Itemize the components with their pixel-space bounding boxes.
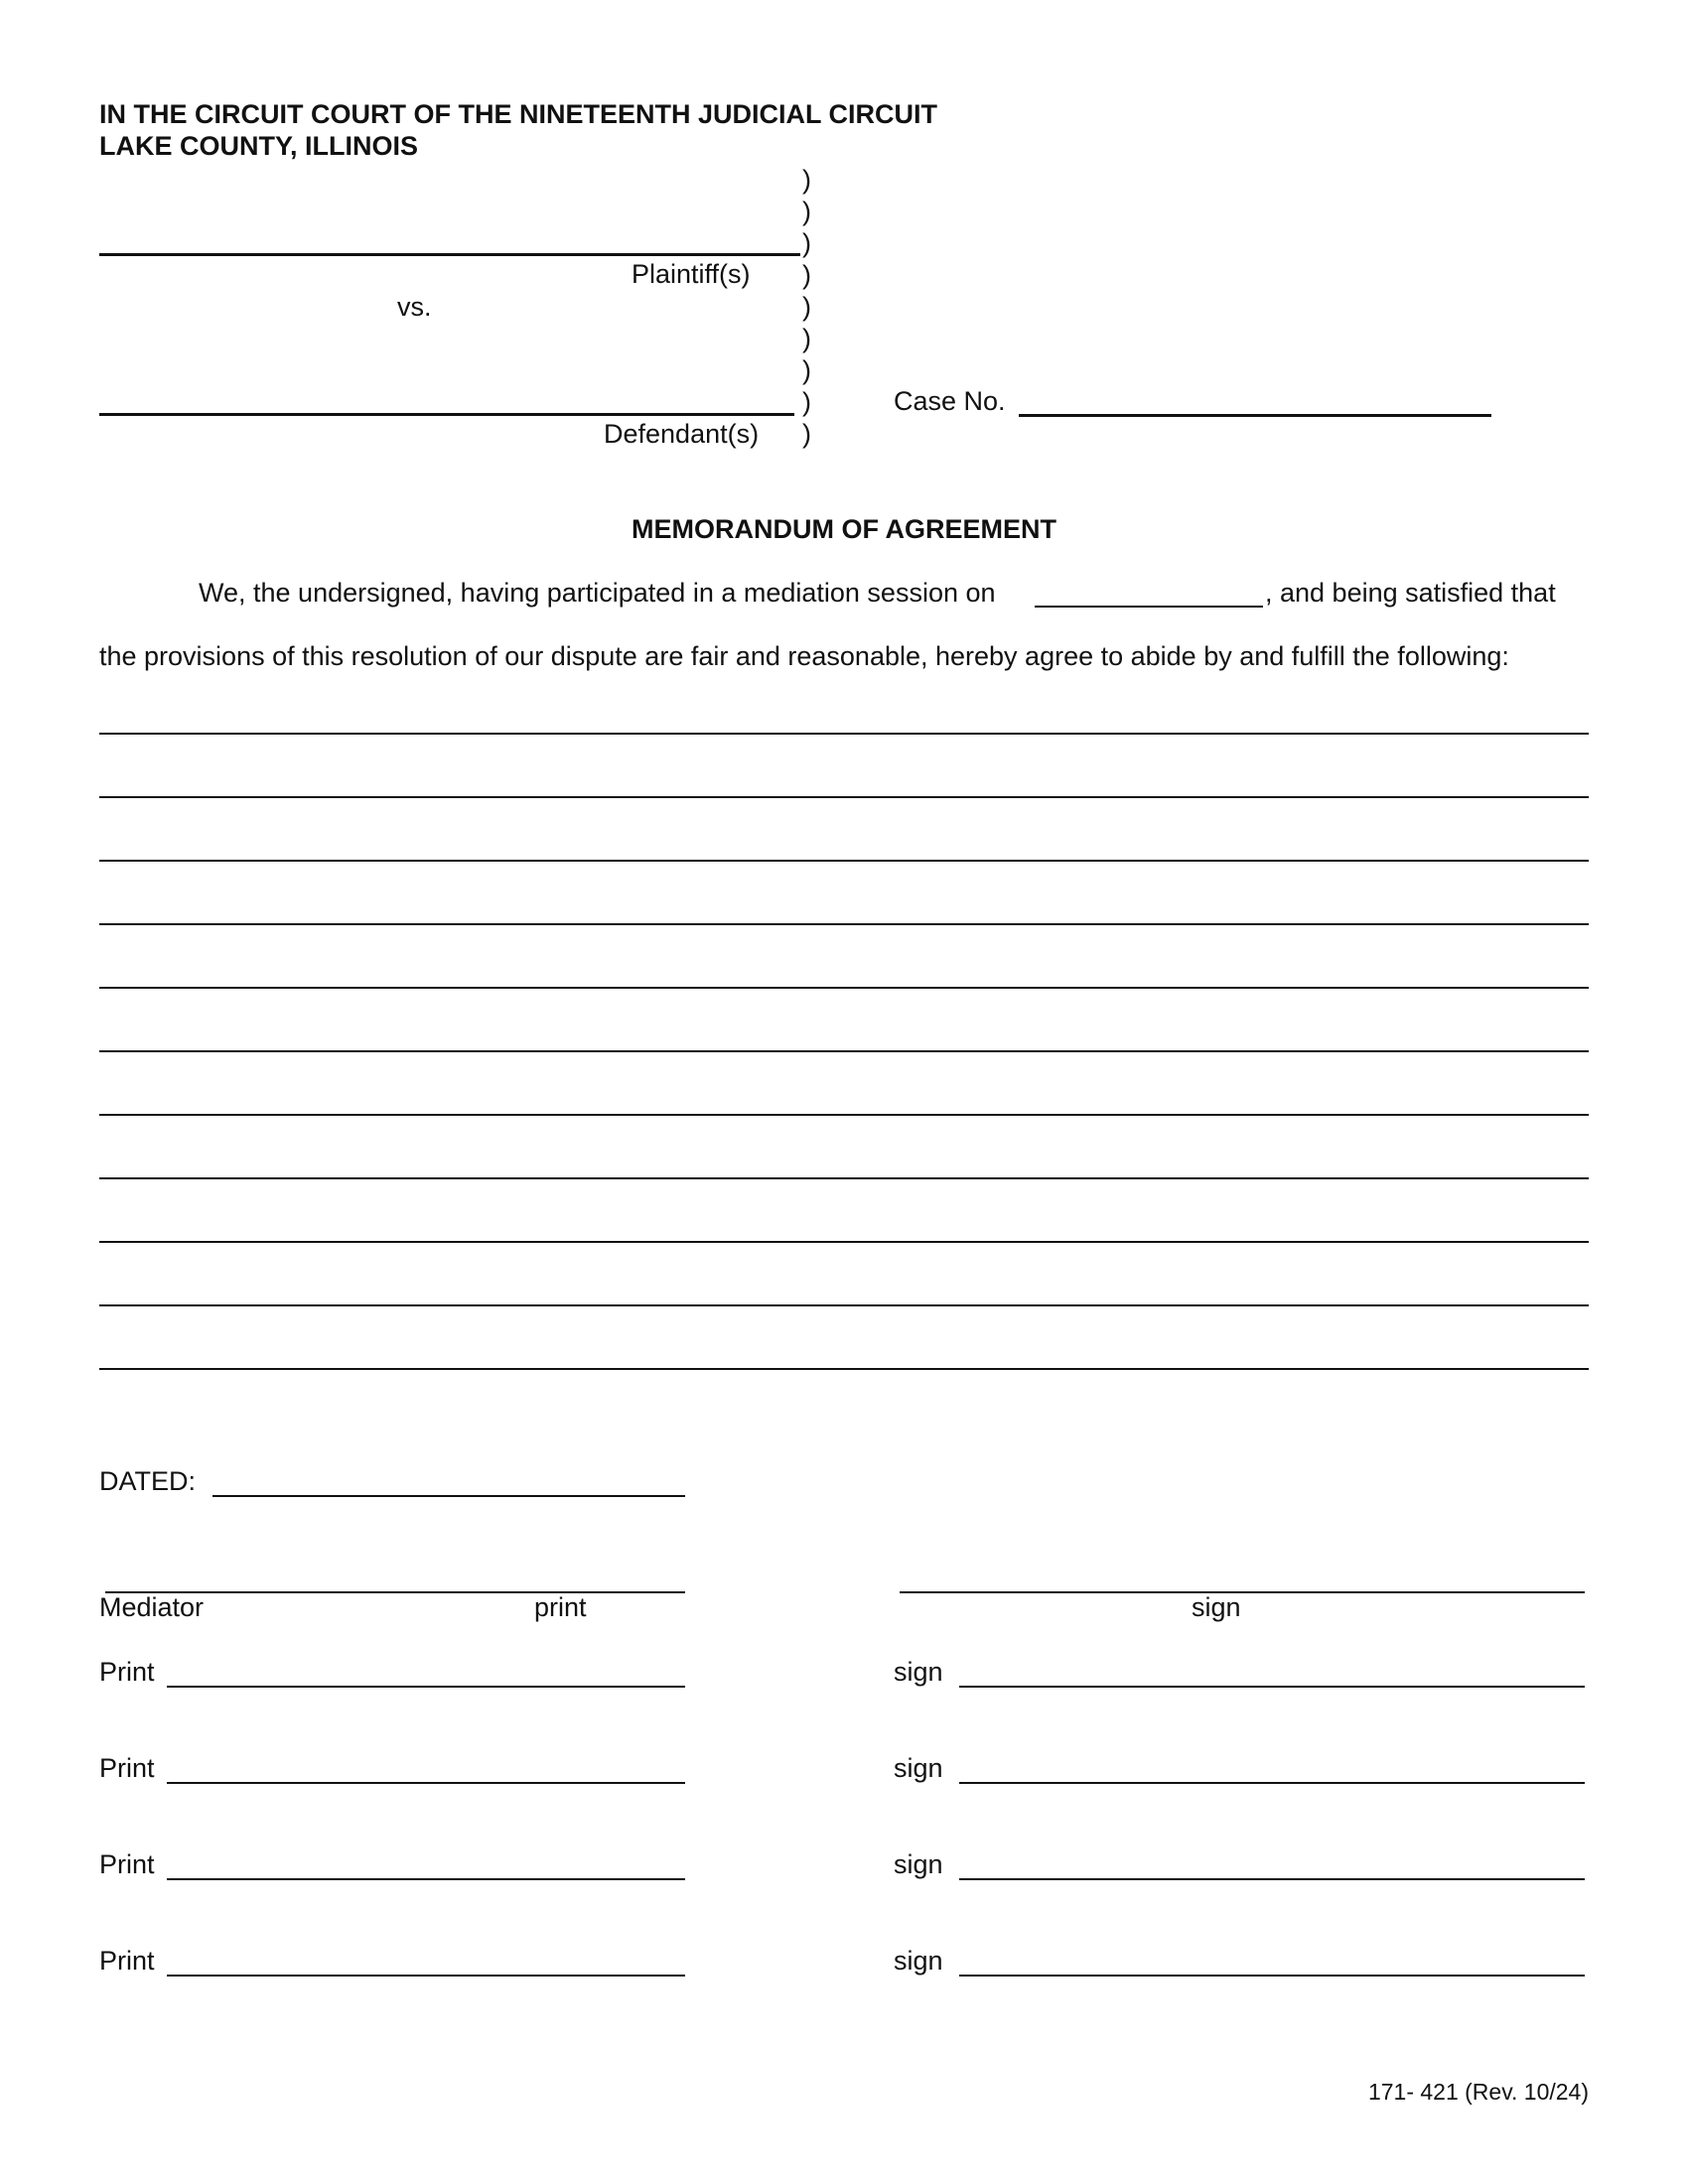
sign-label: sign bbox=[894, 1657, 943, 1687]
signature-field[interactable] bbox=[959, 1654, 1585, 1688]
plaintiff-label: Plaintiff(s) bbox=[632, 259, 751, 289]
vs-label: vs. bbox=[397, 292, 432, 322]
agreement-line[interactable] bbox=[99, 796, 1589, 798]
paren: ) bbox=[802, 324, 811, 353]
case-no-label: Case No. bbox=[894, 386, 1006, 416]
paren: ) bbox=[802, 419, 811, 449]
defendant-label: Defendant(s) bbox=[604, 419, 760, 449]
paren: ) bbox=[802, 260, 811, 290]
mediator-sign-label: sign bbox=[1192, 1592, 1241, 1622]
document-title: MEMORANDUM OF AGREEMENT bbox=[632, 514, 1056, 544]
mediator-label: Mediator bbox=[99, 1592, 205, 1622]
sign-label: sign bbox=[894, 1753, 943, 1783]
print-label: Print bbox=[99, 1946, 155, 1976]
print-name-field[interactable] bbox=[167, 1846, 685, 1880]
agreement-line[interactable] bbox=[99, 860, 1589, 862]
print-label: Print bbox=[99, 1753, 155, 1783]
agreement-line[interactable] bbox=[99, 923, 1589, 925]
sign-label: sign bbox=[894, 1849, 943, 1879]
print-label: Print bbox=[99, 1849, 155, 1879]
mediator-sign-field[interactable] bbox=[900, 1560, 1585, 1593]
body-agreement-text: the provisions of this resolution of our dispute are fair and reasonable, hereby agree to abide by and fulfill the following: bbox=[99, 641, 1509, 671]
paren: ) bbox=[802, 228, 811, 258]
paren: ) bbox=[802, 292, 811, 322]
print-label: Print bbox=[99, 1657, 155, 1687]
county-name: LAKE COUNTY, ILLINOIS bbox=[99, 131, 419, 161]
body-intro-text: We, the undersigned, having participated in a mediation session on bbox=[199, 578, 996, 608]
paren: ) bbox=[802, 165, 811, 195]
paren: ) bbox=[802, 355, 811, 385]
paren: ) bbox=[802, 197, 811, 226]
agreement-line[interactable] bbox=[99, 1304, 1589, 1306]
print-name-field[interactable] bbox=[167, 1943, 685, 1977]
signature-field[interactable] bbox=[959, 1846, 1585, 1880]
mediation-date-field[interactable] bbox=[1035, 574, 1263, 608]
defendant-name-field[interactable] bbox=[99, 380, 794, 416]
agreement-line[interactable] bbox=[99, 1050, 1589, 1052]
print-name-field[interactable] bbox=[167, 1654, 685, 1688]
dated-field[interactable] bbox=[212, 1463, 685, 1497]
dated-label: DATED: bbox=[99, 1466, 197, 1496]
signature-field[interactable] bbox=[959, 1750, 1585, 1784]
form-number: 171- 421 (Rev. 10/24) bbox=[1367, 2079, 1589, 2105]
agreement-line[interactable] bbox=[99, 1114, 1589, 1116]
paren: ) bbox=[802, 387, 811, 417]
case-number-field[interactable] bbox=[1019, 382, 1491, 417]
print-name-field[interactable] bbox=[167, 1750, 685, 1784]
agreement-line[interactable] bbox=[99, 987, 1589, 989]
signature-field[interactable] bbox=[959, 1943, 1585, 1977]
agreement-line[interactable] bbox=[99, 1241, 1589, 1243]
agreement-line[interactable] bbox=[99, 1368, 1589, 1370]
plaintiff-name-field[interactable] bbox=[99, 220, 800, 256]
court-name: IN THE CIRCUIT COURT OF THE NINETEENTH JUDICIAL CIRCUIT bbox=[99, 99, 938, 129]
agreement-line[interactable] bbox=[99, 1177, 1589, 1179]
sign-label: sign bbox=[894, 1946, 943, 1976]
mediator-print-field[interactable] bbox=[105, 1560, 685, 1593]
body-intro-text-continued: , and being satisfied that bbox=[1265, 578, 1556, 608]
agreement-line[interactable] bbox=[99, 733, 1589, 735]
mediator-print-label: print bbox=[534, 1592, 587, 1622]
